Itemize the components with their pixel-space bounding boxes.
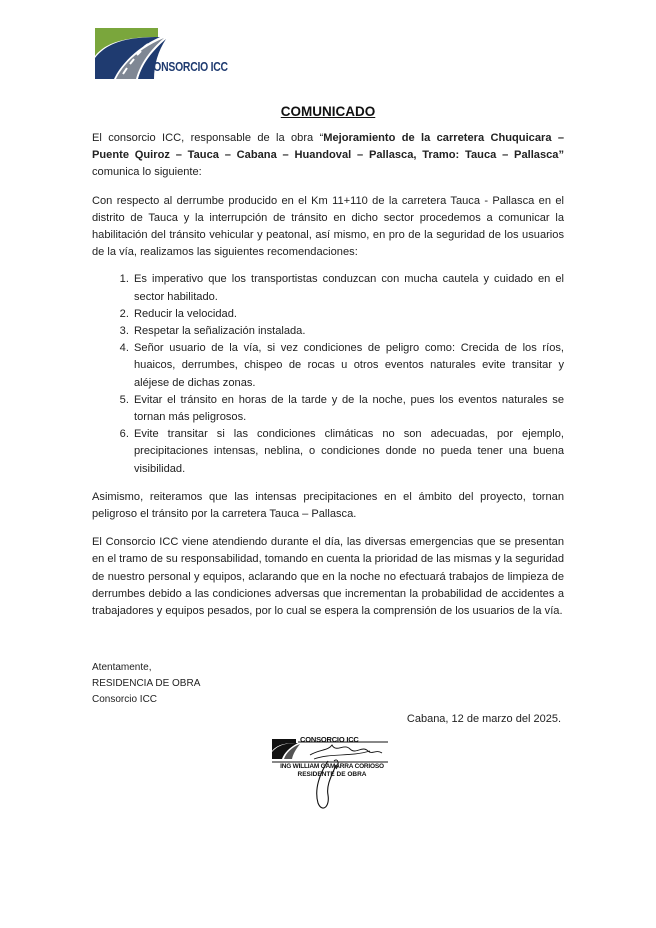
stamp-name: ING WILLIAM GAMARRA CORIOSO — [280, 763, 384, 770]
place-date: Cabana, 12 de marzo del 2025. — [406, 713, 561, 725]
closing-greeting: Atentamente, — [92, 662, 152, 673]
list-item: 6. Evite transitar si las condiciones climáticas no son adecuadas, por ejemplo, precipitaciones intensas, neblina, o condiciones donde no pueda tener una buena visibilidad. — [132, 426, 564, 478]
recommendations-list — [92, 271, 564, 477]
intro-prefix: El consorcio ICC, responsable de la obra “ — [92, 132, 324, 144]
list-item: 3. Respetar la señalización instalada. — [132, 323, 564, 340]
list-item: 4. Señor usuario de la vía, si vez condiciones de peligro como: Crecida de los ríos, huaicos, derrumbes, chispeo de rocas u otros eventos naturales evite transitar y aléjese de dichas zonas. — [132, 340, 564, 392]
stamp-role: RESIDENTE DE OBRA — [297, 771, 367, 778]
closing-company: Consorcio ICC — [92, 694, 158, 705]
project-name: Mejoramiento de la carretera Chuquicara – Puente Quiroz – Tauca – Cabana – Huandoval – Pallasca, Tramo: Tauca – Pallasca” — [92, 132, 565, 162]
list-item: 1. Es imperativo que los transportistas conduzcan con mucha cautela y cuidado en el sector habilitado. — [132, 271, 564, 305]
paragraph-emergencias: El Consorcio ICC viene atendiendo durante el día, las diversas emergencias que se presentan en el tramo de su responsabilidad, tomando en cuenta la prioridad de las mismas y la seguridad de nuestro personal y equipos, aclarando que en la noche no efectuará trabajos de limpieza de derrumbes debido a las condiciones adversas que incrementan la probabilidad de accidentes a trabajadores y equipos pesados, por lo cual se espera la comprensión de los usuarios de la vía. — [92, 536, 564, 618]
paragraph-precipitaciones: Asimismo, reiteramos que las intensas precipitaciones en el ámbito del proyecto, tornan peligroso el tránsito por la carretera Tauca – Pallasca. — [92, 490, 564, 521]
list-item: 5. Evitar el tránsito en horas de la tarde y de la noche, pues los eventos naturales se tornan más peligrosos. — [132, 392, 564, 426]
closing-block — [92, 660, 200, 708]
stamp-company: CONSORCIO ICC — [300, 735, 359, 744]
closing-department: RESIDENCIA DE OBRA — [92, 678, 201, 689]
list-item: 2. Reducir la velocidad. — [132, 306, 564, 323]
page-title: COMUNICADO — [280, 104, 376, 119]
intro-paragraph — [92, 130, 564, 182]
intro-suffix: comunica lo siguiente: — [92, 166, 202, 179]
paragraph-derrumbe: Con respecto al derrumbe producido en el Km 11+110 de la carretera Tauca - Pallasca en el distrito de Tauca y la interrupción de tránsito en dicho sector procedemos a comunicar la habilitación del tránsito vehicular y peatonal, así mismo, en pro de la seguridad de los usuarios de la vía, realizamos las siguientes recomendaciones: — [92, 194, 564, 259]
logo-text: CONSORCIO ICC — [146, 59, 228, 74]
document-body — [92, 130, 564, 620]
